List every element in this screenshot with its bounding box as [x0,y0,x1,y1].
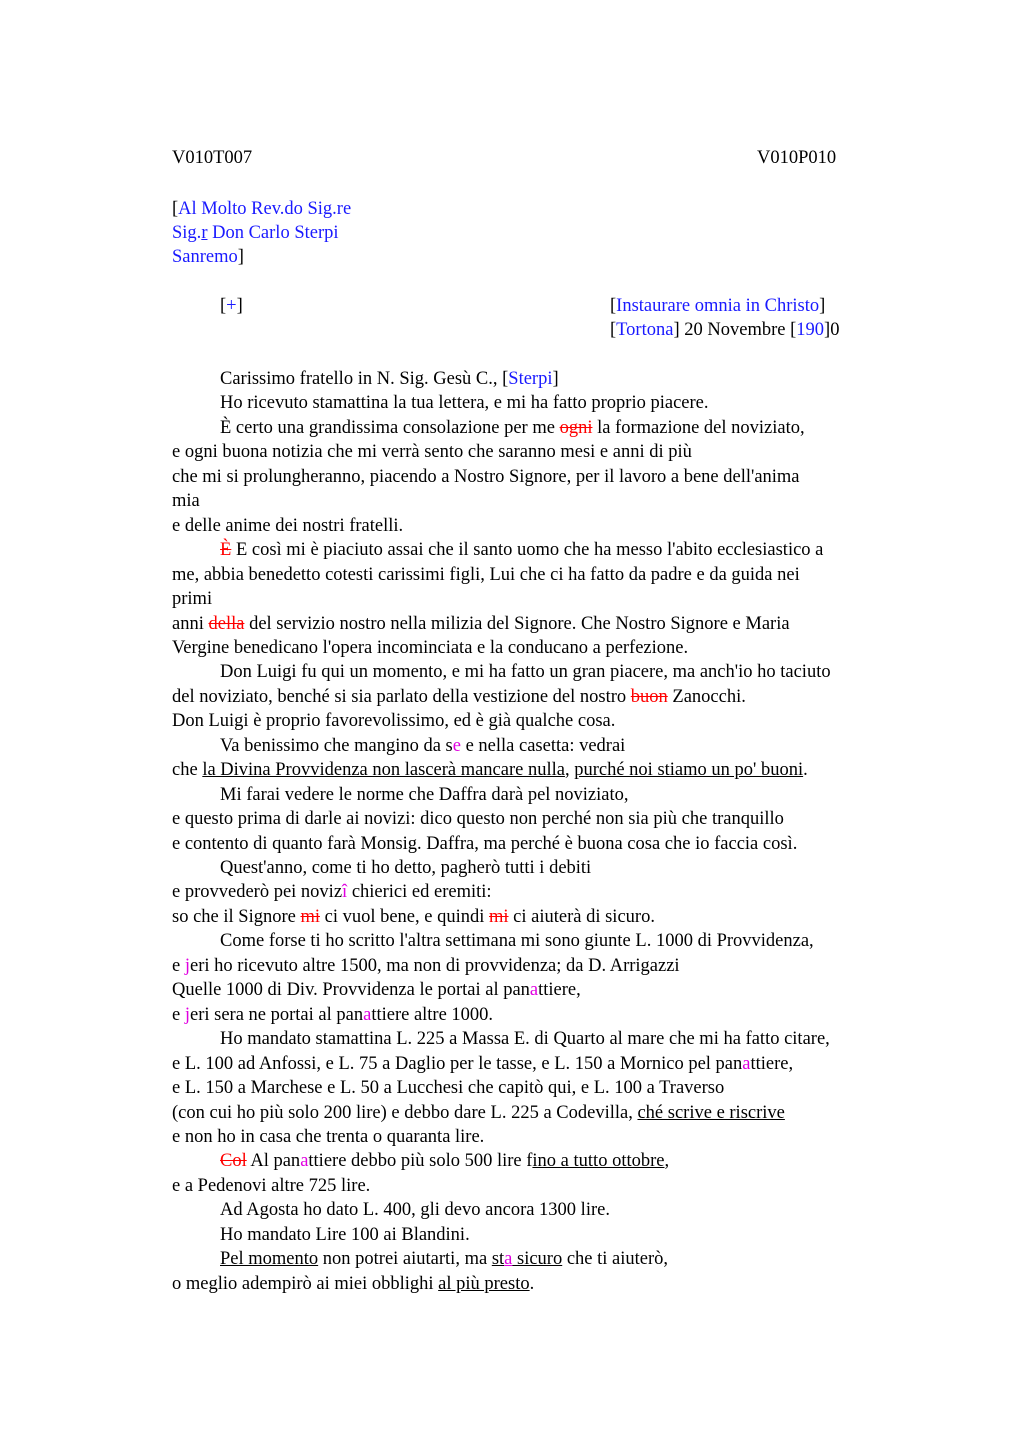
line-text: ttiere debbo più solo 500 lire f [308,1151,533,1172]
editorial-correction: a [363,1004,372,1025]
line-text: chierici ed eremiti: [347,882,492,903]
underlined-text: la Divina Provvidenza non lascerà mancare nulla [202,760,565,781]
line-text: che [172,760,203,781]
letter-line [172,1125,484,1149]
letter-line [172,905,655,929]
line-text: Mi farai vedere le norme che Daffra darà pel noviziato, [220,784,629,805]
place-date: [Tortona] 20 Novembre [190]0 [610,320,840,340]
line-text: Don Luigi è proprio favorevolissimo, ed è già qualche cosa. [172,711,616,732]
address-line-2: Sig.r Don Carlo Sterpi [172,223,339,243]
underlined-text: sicuro [512,1249,563,1270]
line-text: e [172,955,185,976]
underlined-text: a [504,1249,513,1270]
letter-line [172,636,688,660]
line-text: , [664,1151,670,1172]
line-text: non potrei aiutarti, ma [318,1249,492,1270]
editorial-correction: j [184,1004,190,1025]
letter-line [172,832,797,856]
underlined-text: ino a tutto ottobre [532,1151,665,1172]
line-text: mia [172,491,200,512]
letter-line [172,465,800,489]
underlined-text: st [491,1249,505,1270]
editorial-insertion: Sterpi [508,369,553,389]
letter-line [220,734,625,758]
letter-line [172,685,746,709]
line-text: Zanocchi. [667,686,746,707]
line-text: e L. 150 a Marchese e L. 50 a Lucchesi che capitò qui, e L. 100 a Traverso [172,1078,725,1098]
line-text: e non ho in casa che trenta o quaranta lire. [172,1126,485,1147]
line-text: e provvederò pei noviz [172,882,343,903]
letter-line [172,1272,534,1296]
letter-line [220,391,709,415]
letter-line [172,709,615,733]
line-text: me, abbia benedetto cotesti carissimi figli, Lui che ci ha fatto da padre e da guida nei [172,564,800,585]
underlined-text: purché noi stiamo un po' buoni [574,760,804,781]
underlined-text: al più presto [438,1273,530,1294]
letter-line [220,1223,470,1247]
address-line-3: Sanremo] [172,247,244,267]
letter-line [172,440,692,464]
underlined-text: Pel momento [220,1249,319,1270]
document-code-left: V010T007 [172,148,253,168]
letter-line [172,514,403,538]
line-text: ttiere altre 1000. [371,1004,494,1025]
editorial-correction: a [529,980,539,1001]
deleted-text: È [220,540,232,561]
deleted-text: della [208,613,245,634]
letter-line [220,367,559,391]
letter-line [220,929,814,953]
line-text: e [172,1004,185,1025]
line-text: Quest'anno, come ti ho detto, pagherò tutti i debiti [220,858,592,878]
letter-line [220,416,805,440]
editorial-correction: j [184,955,190,976]
line-text: e contento di quanto farà Monsig. Daffra, ma perché è buona cosa che io faccia così. [172,833,798,854]
line-text: Ho mandato Lire 100 ai Blandini. [220,1224,470,1245]
line-text: e L. 100 ad Anfossi, e L. 75 a Daglio per le tasse, e L. 150 a Mornico pel pan [172,1053,743,1074]
line-text: e ogni buona notizia che mi verrà sento che saranno mesi e anni di più [172,442,692,463]
line-text: del servizio nostro nella milizia del Signore. Che Nostro Signore e Maria [244,613,790,634]
letter-line [220,538,823,562]
address-line-1: [Al Molto Rev.do Sig.re [172,199,352,219]
line-text: Ad Agosta ho dato L. 400, gli devo ancora 1300 lire. [220,1200,610,1221]
line-text: del noviziato, benché si sia parlato della vestizione del nostro [172,686,631,707]
line-text: anni [172,613,209,634]
line-text: ci aiuterà di sicuro. [508,906,655,927]
line-text: Carissimo fratello in N. Sig. Gesù C., [ [220,369,509,389]
page-code-right: V010P010 [757,148,837,168]
line-text: Al pan [246,1151,301,1172]
letter-line [172,807,784,831]
letter-line [172,978,581,1002]
line-text: e delle anime dei nostri fratelli. [172,515,404,536]
line-text: primi [172,589,213,609]
letter-line [172,880,492,904]
letter-line [172,758,808,782]
deleted-text: Col [220,1151,247,1172]
line-text: e questo prima di darle ai novizi: dico questo non perché non sia più che tranquillo [172,809,784,830]
line-text: Va benissimo che mangino da s [220,735,453,756]
deleted-text: ogni [559,417,593,438]
letter-line [220,1149,669,1173]
line-text: Ho ricevuto stamattina la tua lettera, e mi ha fatto proprio piacere. [220,393,709,414]
motto: [Instaurare omnia in Christo] [610,296,826,316]
letter-line [220,660,831,684]
line-text: ] [552,369,559,389]
deleted-text: mi [489,906,509,927]
line-text: e a Pedenovi altre 725 lire. [172,1175,371,1196]
editorial-correction: e [452,735,461,756]
editorial-correction: î [342,882,348,903]
line-text: eri ho ricevuto altre 1500, ma non di provvidenza; da D. Arrigazzi [189,955,680,976]
line-text: ttiere, [750,1053,794,1074]
line-text: che ti aiuterò, [562,1249,669,1270]
letter-line [172,1003,493,1027]
line-text: la formazione del noviziato, [592,417,805,438]
letter-line [172,954,680,978]
line-text: , [564,760,575,781]
underlined-text: ché scrive e riscrive [637,1102,785,1123]
line-text: Come forse ti ho scritto l'altra settimana mi sono giunte L. 1000 di Provvidenza, [220,931,814,952]
line-text: so che il Signore [172,906,301,927]
line-text: Vergine benedicano l'opera incominciata e la conducano a perfezione. [172,638,689,658]
line-text: (con cui ho più solo 200 lire) e debbo dare L. 225 a Codevilla, [172,1102,638,1123]
line-text: che mi si prolungheranno, piacendo a Nostro Signore, per il lavoro a bene dell'anima [172,466,800,487]
line-text: Don Luigi fu qui un momento, e mi ha fatto un gran piacere, ma anch'io ho taciuto [220,662,831,683]
line-text: eri sera ne portai al pan [189,1004,364,1025]
letter-line [172,1076,724,1100]
line-text: . [529,1273,535,1294]
letter-line [172,563,800,587]
line-text: Ho mandato stamattina L. 225 a Massa E. di Quarto al mare che mi ha fatto citare, [220,1029,830,1050]
letter-line [220,783,629,807]
line-text: ttiere, [538,980,581,1001]
editorial-correction: a [300,1151,309,1172]
letter-line [220,1027,830,1051]
letter-line [172,1101,785,1125]
line-text: E così mi è piaciuto assai che il santo uomo che ha messo l'abito ecclesiastico a [231,540,824,561]
line-text: Quelle 1000 di Div. Provvidenza le portai al pan [172,980,530,1001]
deleted-text: buon [630,686,668,707]
letter-line [172,1174,370,1198]
cross-symbol: [+] [220,296,243,316]
line-text: o meglio adempirò ai miei obblighi [172,1273,439,1294]
line-text: ci vuol bene, e quindi [319,906,490,927]
letter-line [172,587,212,611]
letter-line [172,1052,793,1076]
letter-line [220,856,591,880]
line-text: È certo una grandissima consolazione per me [220,417,560,438]
letter-line [220,1247,668,1271]
letter-line [172,489,200,513]
editorial-correction: a [742,1053,751,1074]
letter-line [220,1198,610,1222]
letter-line [172,612,790,636]
line-text: . [803,760,808,781]
line-text: e nella casetta: vedrai [460,735,626,756]
deleted-text: mi [300,906,320,927]
